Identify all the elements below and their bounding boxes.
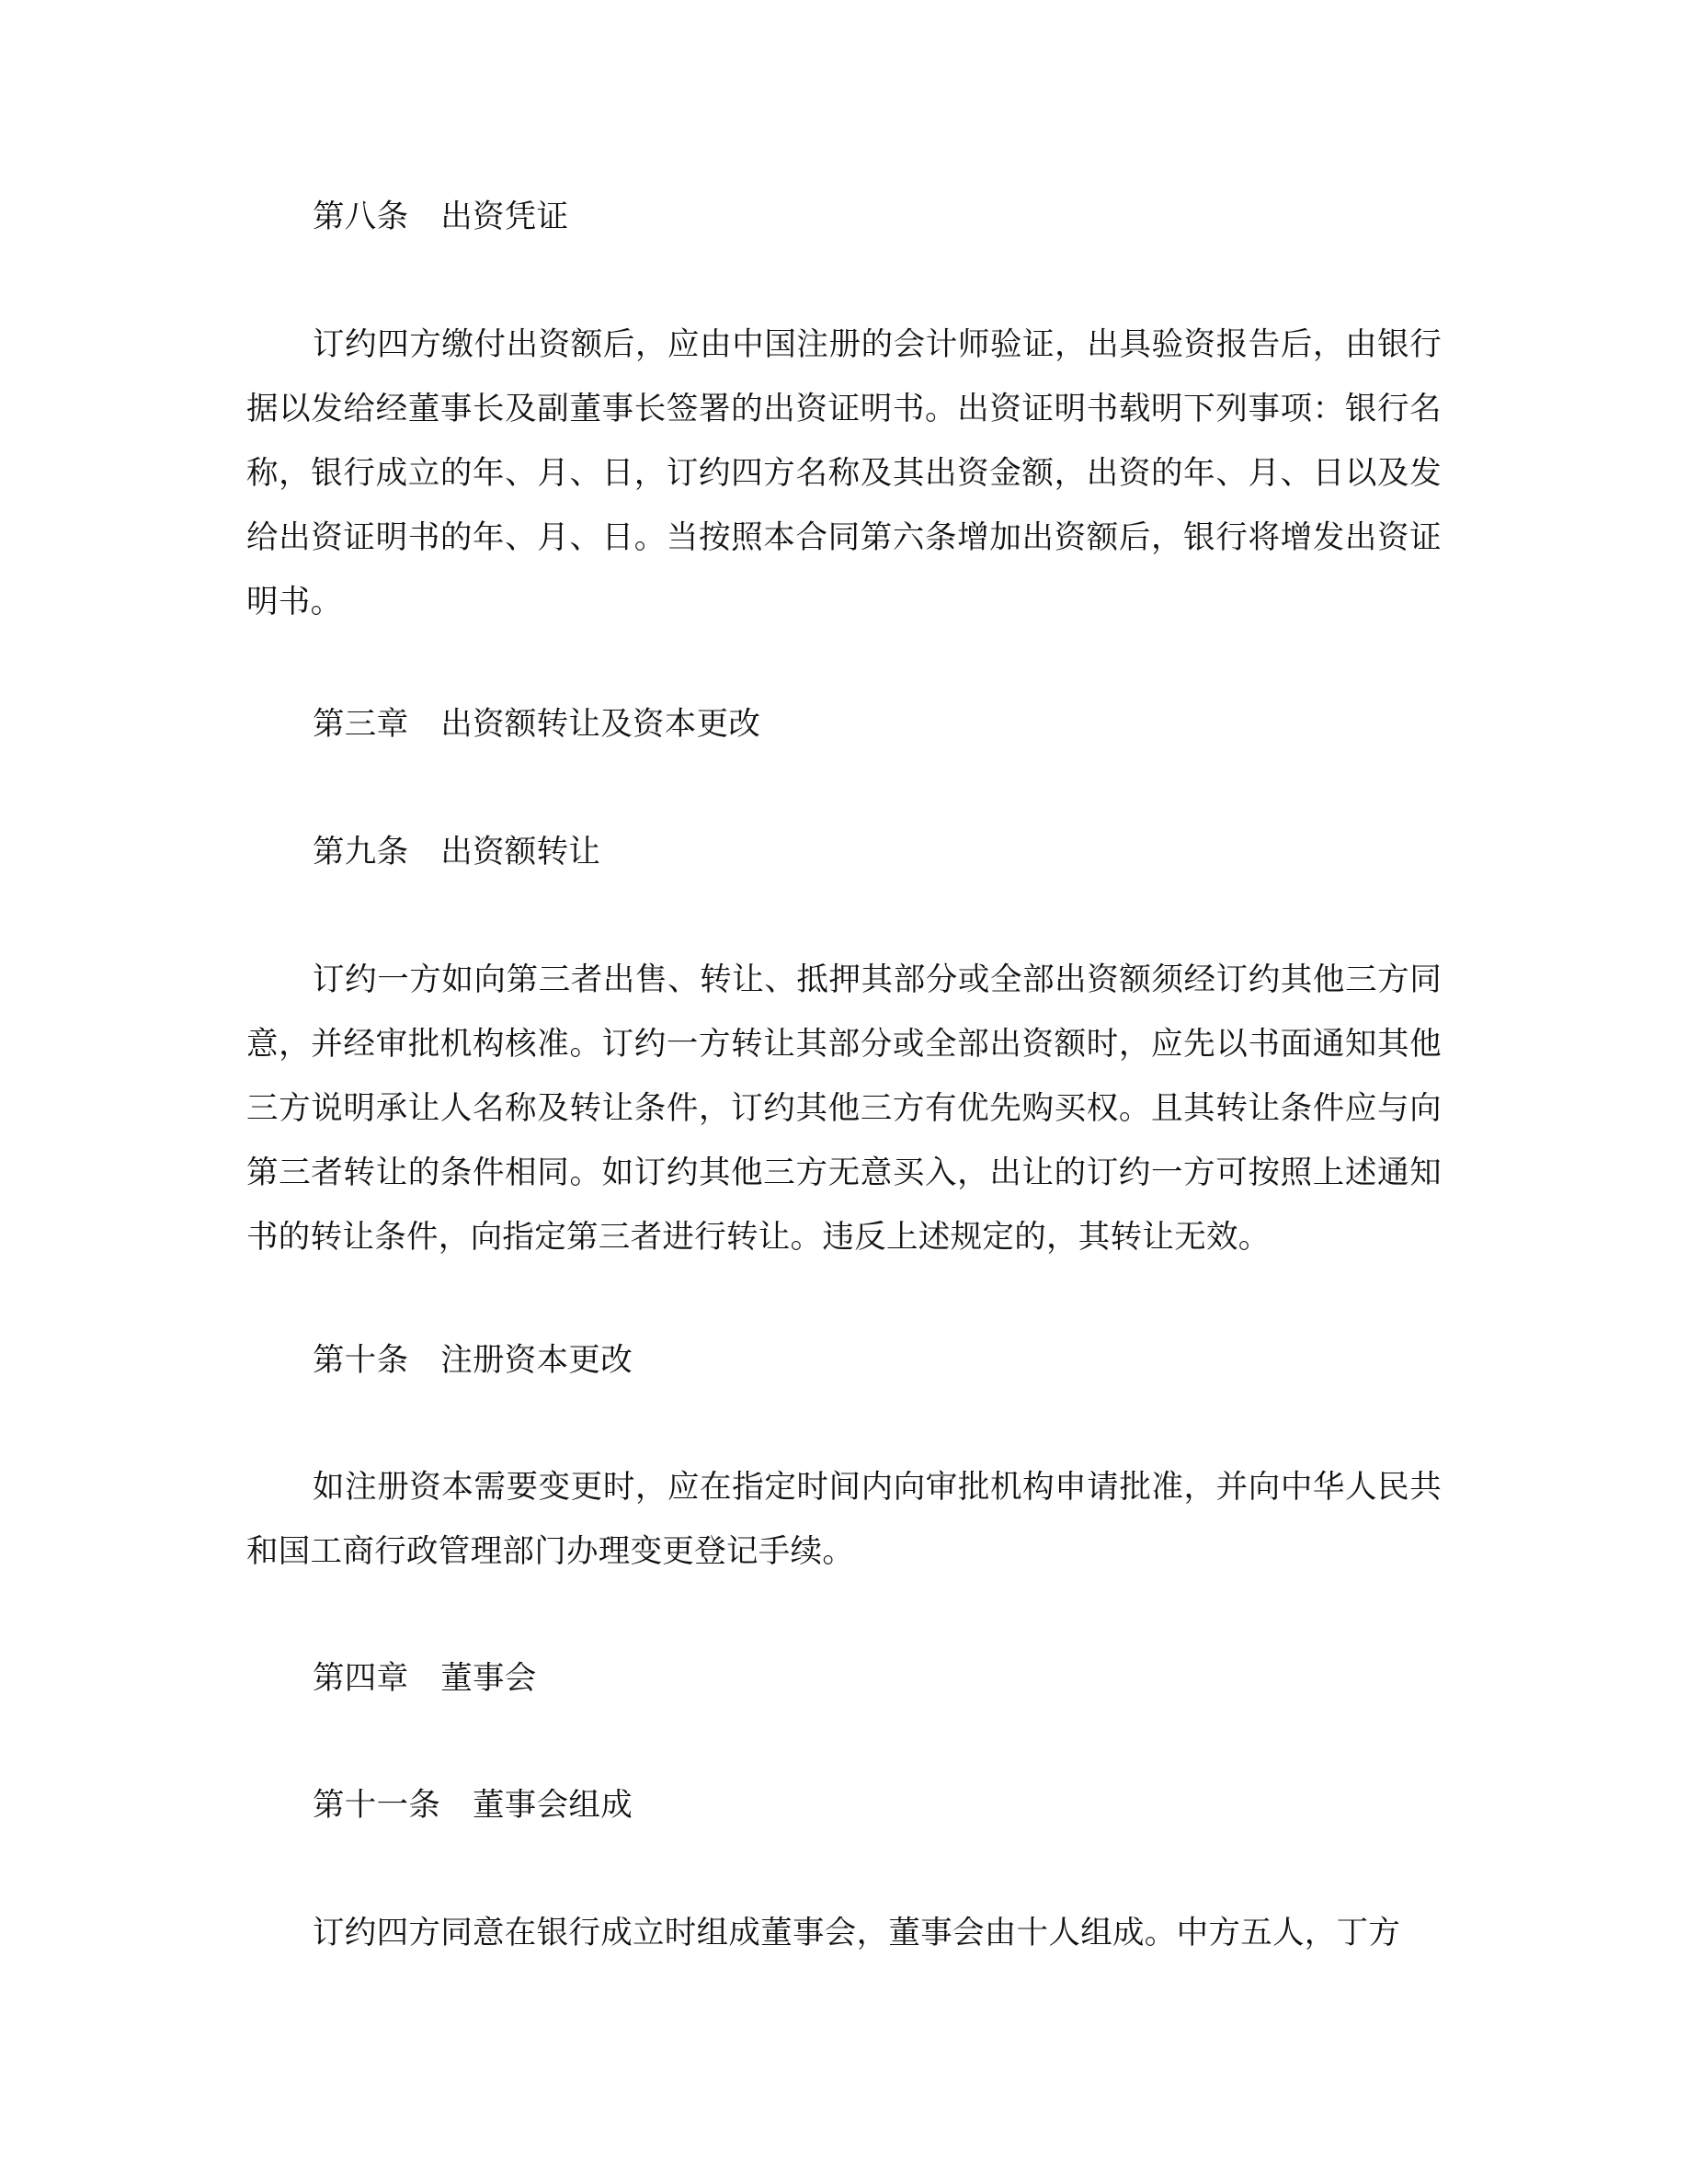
chapter-3-heading: 第三章 出资额转让及资本更改 (313, 706, 761, 743)
article-8-body: 订约四方缴付出资额后，应由中国注册的会计师验证，出具验资报告后，由银行据以发给经董事长及副董事长签署的出资证明书。出资证明书载明下列事项：银行名称，银行成立的年、月、日，订约四方名称及其出资金额，出资的年、月、日以及发给出资证明书的年、月、日。当按照本合同第六条增加出资额后，银行将增发出资证明书。 (246, 326, 1442, 620)
article-10-heading: 第十条 注册资本更改 (313, 1342, 633, 1379)
article-10-body: 如注册资本需要变更时，应在指定时间内向审批机构申请批准，并向中华人民共和国工商行政管理部门办理变更登记手续。 (246, 1469, 1442, 1570)
article-8-heading: 第八条 出资凭证 (313, 199, 569, 235)
article-11-heading: 第十一条 董事会组成 (313, 1787, 633, 1824)
article-9-body: 订约一方如向第三者出售、转让、抵押其部分或全部出资额须经订约其他三方同意，并经审批机构核准。订约一方转让其部分或全部出资额时，应先以书面通知其他三方说明承让人名称及转让条件，订约其他三方有优先购买权。且其转让条件应与向第三者转让的条件相同。如订约其他三方无意买入，出让的订约一方可按照上述通知书的转让条件，向指定第三者进行转让。违反上述规定的，其转让无效。 (246, 961, 1442, 1256)
article-11-body: 订约四方同意在银行成立时组成董事会，董事会由十人组成。中方五人，丁方 (313, 1915, 1401, 1951)
article-9-heading: 第九条 出资额转让 (313, 834, 601, 870)
chapter-4-heading: 第四章 董事会 (313, 1660, 537, 1697)
